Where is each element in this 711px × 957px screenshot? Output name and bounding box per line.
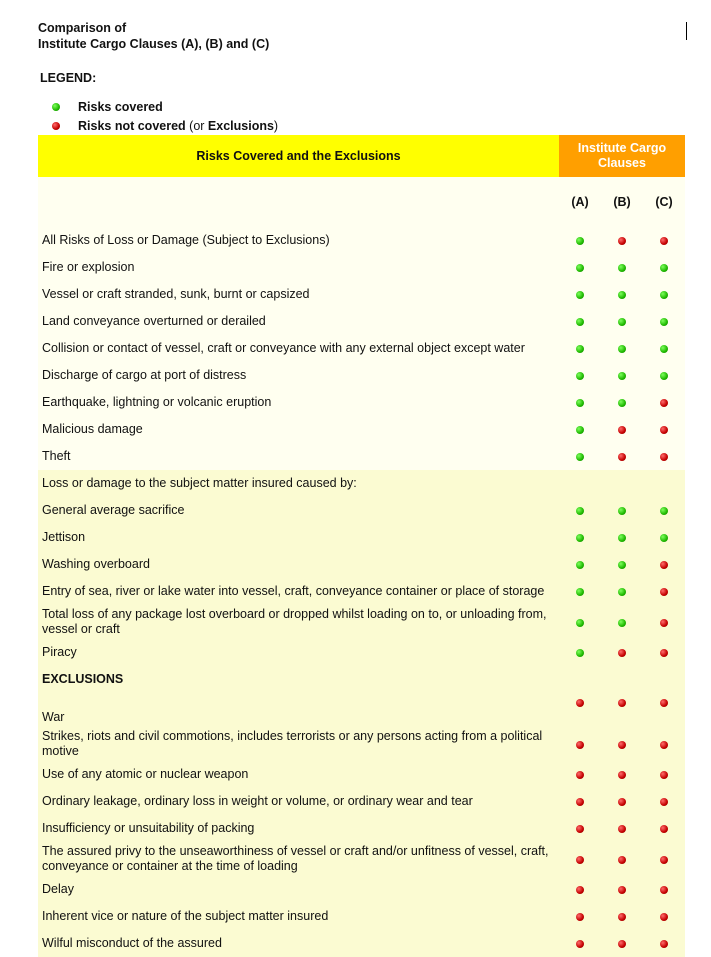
cell-c [643,930,685,957]
green-dot-icon [576,507,584,515]
green-dot-icon [576,649,584,657]
cell-b [601,639,643,666]
risk-label: Use of any atomic or nuclear weapon [38,761,559,788]
risk-label: Entry of sea, river or lake water into vessel, craft, conveyance container or place of storage [38,578,559,605]
risk-label: Washing overboard [38,551,559,578]
cell-b [601,761,643,788]
table-row [38,605,685,639]
cell-c [643,605,685,639]
title-line-2: Institute Cargo Clauses (A), (B) and (C) [38,37,270,51]
legend-heading: LEGEND: [40,71,97,85]
risk-label: Malicious damage [38,416,559,443]
cell-c [643,524,685,551]
table-row [38,335,685,362]
table-row [38,761,685,788]
green-dot-icon [52,103,60,111]
cell-c [643,666,685,693]
red-dot-icon [576,825,584,833]
cell-c [643,416,685,443]
cell-a [559,470,601,497]
green-dot-icon [576,619,584,627]
cell-a [559,362,601,389]
header-institute-clauses [559,135,685,177]
table-row [38,727,685,761]
cell-c [643,254,685,281]
cell-c [643,497,685,524]
green-dot-icon [618,345,626,353]
cell-b [601,930,643,957]
green-dot-icon [576,534,584,542]
col-c-header: (C) [643,177,685,227]
legend-exclusions-bold: Exclusions [207,119,274,133]
cell-a [559,666,601,693]
legend-not-covered-rest: (or [185,119,208,133]
table-row [38,227,685,254]
legend-not-covered [52,117,278,135]
green-dot-icon [618,534,626,542]
cell-a [559,335,601,362]
risk-label: Loss or damage to the subject matter insured caused by: [38,470,559,497]
cell-a [559,254,601,281]
table-row [38,842,685,876]
risk-label: EXCLUSIONS [38,666,559,693]
header-risks: Risks Covered and the Exclusions [38,135,559,177]
cell-c [643,639,685,666]
table-row [38,443,685,470]
table-row [38,788,685,815]
table-row [38,551,685,578]
cell-a [559,443,601,470]
green-dot-icon [618,561,626,569]
cell-b [601,389,643,416]
red-dot-icon [660,619,668,627]
cell-c [643,281,685,308]
green-dot-icon [618,588,626,596]
red-dot-icon [618,798,626,806]
cell-c [643,876,685,903]
cell-c [643,727,685,761]
cell-c [643,815,685,842]
green-dot-icon [660,507,668,515]
risk-label: The assured privy to the unseaworthiness of vessel or craft and/or unfitness of vessel, craft, conveyance or container at the time of loading [38,842,559,876]
cell-c [643,578,685,605]
red-dot-icon [660,825,668,833]
green-dot-icon [576,453,584,461]
red-dot-icon [576,856,584,864]
cell-b [601,727,643,761]
table-row [38,389,685,416]
risk-label: General average sacrifice [38,497,559,524]
cell-b [601,578,643,605]
cell-a [559,727,601,761]
green-dot-icon [576,318,584,326]
red-dot-icon [660,741,668,749]
legend-not-covered-end: ) [273,119,279,133]
green-dot-icon [576,399,584,407]
table-row [38,524,685,551]
red-dot-icon [618,237,626,245]
table-row [38,470,685,497]
green-dot-icon [618,291,626,299]
cell-c [643,903,685,930]
cell-b [601,524,643,551]
cell-b [601,335,643,362]
cell-b [601,666,643,693]
risk-label: Collision or contact of vessel, craft or conveyance with any external object except water [38,335,559,362]
risk-label: Fire or explosion [38,254,559,281]
risk-label: Inherent vice or nature of the subject matter insured [38,903,559,930]
red-dot-icon [576,699,584,707]
red-dot-icon [660,453,668,461]
red-dot-icon [660,561,668,569]
green-dot-icon [618,399,626,407]
red-dot-icon [660,649,668,657]
cell-b [601,551,643,578]
cell-b [601,254,643,281]
legend-not-covered-bold: Risks not covered [78,119,186,133]
table-row [38,254,685,281]
red-dot-icon [618,856,626,864]
cell-a [559,308,601,335]
green-dot-icon [618,507,626,515]
green-dot-icon [618,264,626,272]
cell-c [643,788,685,815]
cell-a [559,551,601,578]
risk-label: Strikes, riots and civil commotions, includes terrorists or any persons acting from a political motive [38,727,559,761]
cell-a [559,227,601,254]
table-row [38,308,685,335]
cell-a [559,497,601,524]
legend-covered [52,98,163,116]
col-a-header: (A) [559,177,601,227]
cell-c [643,842,685,876]
red-dot-icon [660,237,668,245]
table-row [38,497,685,524]
risk-label: All Risks of Loss or Damage (Subject to Exclusions) [38,227,559,254]
red-dot-icon [618,771,626,779]
risk-label: Vessel or craft stranded, sunk, burnt or capsized [38,281,559,308]
risk-label: Earthquake, lightning or volcanic eruption [38,389,559,416]
red-dot-icon [618,886,626,894]
table-row [38,281,685,308]
red-dot-icon [618,940,626,948]
red-dot-icon [618,699,626,707]
green-dot-icon [618,372,626,380]
cell-a [559,842,601,876]
cell-a [559,605,601,639]
risk-label: War [38,693,559,727]
green-dot-icon [576,561,584,569]
risk-label: Land conveyance overturned or derailed [38,308,559,335]
risk-label: Jettison [38,524,559,551]
header-inst-line1: Institute Cargo [577,141,667,155]
red-dot-icon [576,741,584,749]
cell-b [601,308,643,335]
green-dot-icon [660,534,668,542]
cell-c [643,227,685,254]
red-dot-icon [660,588,668,596]
red-dot-icon [660,771,668,779]
red-dot-icon [660,798,668,806]
cell-b [601,227,643,254]
red-dot-icon [618,741,626,749]
green-dot-icon [576,264,584,272]
red-dot-icon [660,856,668,864]
table-row [38,903,685,930]
red-dot-icon [660,399,668,407]
red-dot-icon [576,798,584,806]
col-b-header: (B) [601,177,643,227]
table-row [38,930,685,957]
cell-a [559,389,601,416]
risk-label: Wilful misconduct of the assured [38,930,559,957]
red-dot-icon [660,426,668,434]
cell-b [601,815,643,842]
green-dot-icon [576,291,584,299]
cell-a [559,815,601,842]
cell-b [601,788,643,815]
cell-b [601,842,643,876]
red-dot-icon [576,913,584,921]
risk-label: Delay [38,876,559,903]
risk-label: Total loss of any package lost overboard or dropped whilst loading on to, or unloading from, vessel or craft [38,605,559,639]
red-dot-icon [576,886,584,894]
cell-b [601,693,643,727]
red-dot-icon [660,913,668,921]
green-dot-icon [618,619,626,627]
cell-a [559,930,601,957]
red-dot-icon [618,453,626,461]
risk-label: Piracy [38,639,559,666]
red-dot-icon [660,699,668,707]
red-dot-icon [52,122,60,130]
red-dot-icon [576,771,584,779]
risk-label: Insufficiency or unsuitability of packing [38,815,559,842]
cell-a [559,524,601,551]
cell-a [559,788,601,815]
green-dot-icon [660,372,668,380]
legend-covered-label: Risks covered [78,100,163,114]
table-row [38,362,685,389]
green-dot-icon [576,426,584,434]
green-dot-icon [660,264,668,272]
cell-c [643,470,685,497]
title-line-1: Comparison of [38,21,127,35]
cell-a [559,761,601,788]
cell-b [601,470,643,497]
header-inst-line2: Clauses [598,156,646,170]
cell-b [601,416,643,443]
cell-b [601,903,643,930]
cell-b [601,605,643,639]
green-dot-icon [618,318,626,326]
table-row [38,876,685,903]
comparison-table [38,135,685,957]
cell-b [601,281,643,308]
cell-c [643,443,685,470]
cell-c [643,693,685,727]
risk-label: Discharge of cargo at port of distress [38,362,559,389]
table-row [38,416,685,443]
table-row [38,815,685,842]
red-dot-icon [618,426,626,434]
colhdr-spacer [38,177,559,227]
red-dot-icon [618,913,626,921]
risk-label: Theft [38,443,559,470]
red-dot-icon [660,886,668,894]
green-dot-icon [576,237,584,245]
cell-b [601,443,643,470]
cell-c [643,761,685,788]
green-dot-icon [660,318,668,326]
risk-label: Ordinary leakage, ordinary loss in weight or volume, or ordinary wear and tear [38,788,559,815]
cell-c [643,335,685,362]
table-row [38,639,685,666]
cell-a [559,903,601,930]
red-dot-icon [618,649,626,657]
table-row [38,578,685,605]
cell-a [559,281,601,308]
green-dot-icon [576,345,584,353]
cell-c [643,551,685,578]
cell-c [643,308,685,335]
table-row [38,693,685,727]
cell-a [559,578,601,605]
legend-not-covered-label [78,119,278,133]
green-dot-icon [576,372,584,380]
red-dot-icon [576,940,584,948]
cell-a [559,639,601,666]
text-cursor [686,22,687,40]
green-dot-icon [576,588,584,596]
table-row [38,666,685,693]
cell-a [559,693,601,727]
green-dot-icon [660,345,668,353]
cell-a [559,416,601,443]
cell-a [559,876,601,903]
cell-b [601,497,643,524]
cell-c [643,389,685,416]
cell-c [643,362,685,389]
red-dot-icon [618,825,626,833]
green-dot-icon [660,291,668,299]
red-dot-icon [660,940,668,948]
document-title [38,20,269,52]
cell-b [601,362,643,389]
cell-b [601,876,643,903]
